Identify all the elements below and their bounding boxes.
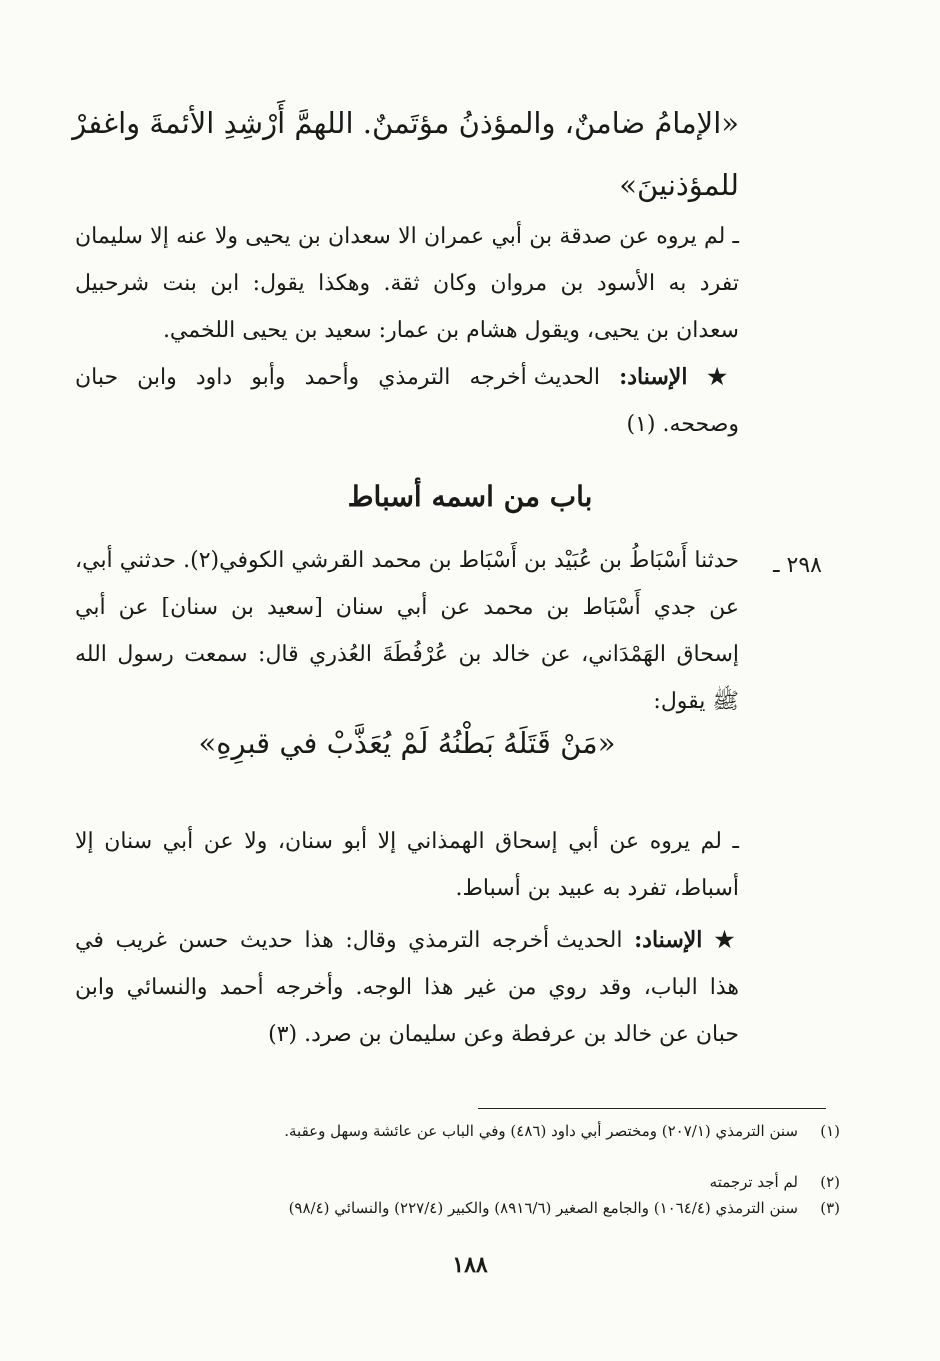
commentary-2-line-2: أسباط، تفرد به عبيد بن أسباط. (455, 876, 739, 901)
commentary-2-line-1: ـ لم يروه عن أبي إسحاق الهمذاني إلا أبو سنان، ولا عن أبي سنان إلا (75, 829, 739, 854)
isnad-1 (75, 354, 739, 448)
footnote-1-number: (١) (820, 1122, 840, 1140)
chain-line-3: إسحاق الهَمْدَاني، عن خالد بن عُرْفُطَةَ العُذري قال: سمعت رسول الله (75, 642, 739, 667)
isnad-1-text: الحديث أخرجه الترمذي وأحمد وأبو داود وابن حبان (75, 365, 601, 390)
commentary-2 (75, 818, 739, 912)
commentary-1 (75, 213, 739, 354)
footnote-divider (478, 1108, 826, 1109)
section-heading: باب من اسمه أسباط (347, 480, 593, 513)
isnad-2-line-1 (75, 917, 739, 964)
chain-line-1: حدثنا أَسْبَاطُ بن عُبَيْد بن أَسْبَاط بن محمد القرشي الكوفي(٢). حدثني أبي، (75, 548, 740, 573)
hadith-number: ٢٩٨ ـ (773, 553, 822, 578)
footnote-2-number: (٢) (820, 1173, 840, 1191)
chain-line-2: عن جدي أَسْبَاط بن محمد عن أبي سنان [سعيد بن سنان] عن أبي (75, 595, 739, 620)
isnad-2-line-3: حبان عن خالد بن عرفطة وعن سليمان بن صرد. (٣) (268, 1022, 739, 1047)
footnote-3-number: (٣) (820, 1199, 840, 1217)
footnote-1 (140, 1122, 840, 1140)
chain-line-4: ﷺ يقول: (653, 689, 739, 714)
hadith-1-line-1: «الإمامُ ضامنٌ، والمؤذنُ مؤتَمنٌ. اللهمَّ أَرْشِدِ الأئمةَ واغفرْ (72, 106, 739, 140)
commentary-1-line-2: تفرد به الأسود بن مروان وكان ثقة. وهكذا يقول: ابن بنت شرحبيل (75, 271, 739, 296)
commentary-1-line-3: سعدان بن يحيى، ويقول هشام بن عمار: سعيد بن يحيى اللخمي. (162, 318, 739, 343)
footnote-2 (140, 1173, 840, 1191)
hadith-1 (72, 92, 739, 216)
footnote-1-text: سنن الترمذي (٢٠٧/١) ومختصر أبي داود (٤٨٦) وفي الباب عن عائشة وسهل وعقبة. (284, 1122, 798, 1140)
isnad-2-label: ★ الإسناد: (634, 927, 740, 953)
hadith-2-chain (75, 537, 739, 725)
footnote-3 (140, 1199, 840, 1217)
isnad-2-line-2: هذا الباب، وقد روي من غير هذا الوجه. وأخرجه أحمد والنسائي وابن (75, 975, 739, 1000)
footnote-2-text: لم أجد ترجمته (709, 1173, 798, 1191)
footnote-3-text: سنن الترمذي (١٠٦٤/٤) والجامع الصغير (٨٩١٦/٦) والكبير (٢٢٧/٤) والنسائي (٩٨/٤) (288, 1199, 798, 1217)
hadith-1-line-2: للمؤذنينَ» (619, 168, 739, 202)
isnad-1-line-1 (75, 354, 739, 401)
hadith-2-text: «مَنْ قَتَلَهُ بَطْنُهُ لَمْ يُعَذَّبْ في قبرِهِ» (198, 726, 616, 760)
isnad-2 (75, 917, 739, 1058)
isnad-1-label: ★ الإسناد: (619, 364, 740, 390)
page-number: ١٨٨ (452, 1252, 488, 1278)
isnad-1-line-2: وصححه. (١) (626, 412, 739, 437)
commentary-1-line-1: ـ لم يروه عن صدقة بن أبي عمران الا سعدان بن يحيى ولا عنه إلا سليمان (75, 224, 739, 249)
isnad-2-text: الحديث أخرجه الترمذي وقال: هذا حديث حسن غريب في (75, 928, 623, 953)
